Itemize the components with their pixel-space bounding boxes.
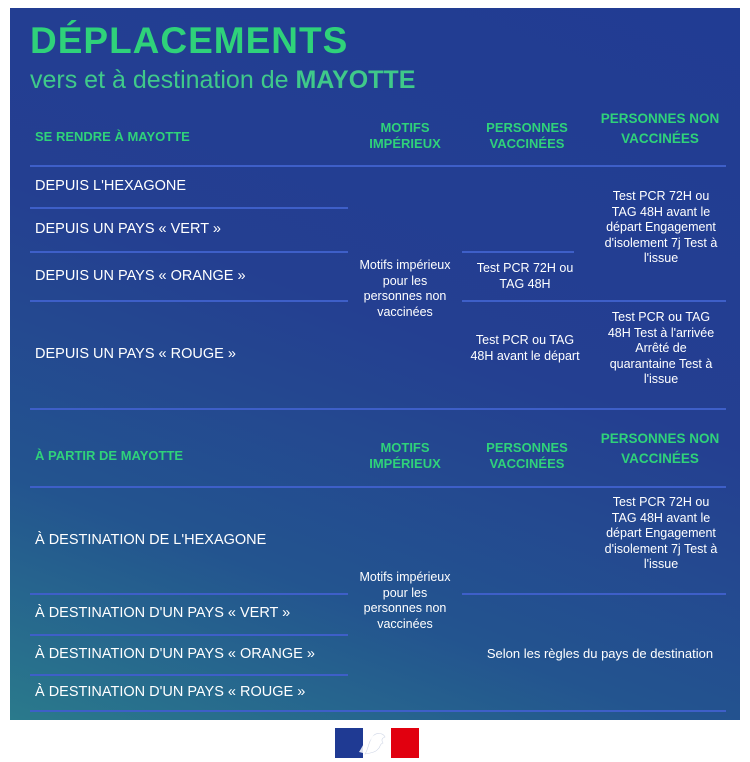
row-divider <box>30 207 348 209</box>
row-divider <box>30 634 348 636</box>
section2-row-hexagone: À DESTINATION DE L'HEXAGONE <box>35 532 267 548</box>
page-subtitle <box>30 66 415 95</box>
vacc-divider <box>462 300 726 302</box>
section-divider <box>30 408 726 410</box>
section2-header-divider <box>30 486 726 488</box>
section1-motifs-text: Motifs impérieux pour les personnes non vaccinées <box>359 258 451 319</box>
section1-nonvacc-rouge: Test PCR ou TAG 48H Test à l'arrivée Arrêté de quarantaine Test à l'issue <box>607 310 715 386</box>
section1-col-motifs: MOTIFS IMPÉRIEUX <box>369 120 441 151</box>
section1-header-divider <box>30 165 726 167</box>
section1-row-rouge: DEPUIS UN PAYS « ROUGE » <box>35 346 236 362</box>
page-title: DÉPLACEMENTS <box>30 20 349 61</box>
row-divider <box>30 674 348 676</box>
section2-col-motifs: MOTIFS IMPÉRIEUX <box>369 440 441 471</box>
section2-col-non-vaccinees: PERSONNES NON VACCINÉES <box>600 431 720 466</box>
section2-nonvacc-hexagone: Test PCR 72H ou TAG 48H avant le départ Engagement d'isolement 7j Test à l'issue <box>604 495 718 571</box>
section1-row-hexagone: DEPUIS L'HEXAGONE <box>35 178 187 194</box>
section1-col-vaccinees: PERSONNES VACCINÉES <box>486 120 568 151</box>
section2-heading: À PARTIR DE MAYOTTE <box>35 448 184 463</box>
section2-row-orange: À DESTINATION D'UN PAYS « ORANGE » <box>35 646 315 662</box>
section1-vacc-green-orange: Test PCR 72H ou TAG 48H <box>476 261 574 291</box>
subtitle-prefix: vers et à destination de <box>30 66 296 94</box>
section1-heading: SE RENDRE À MAYOTTE <box>35 129 190 144</box>
row-divider <box>30 300 348 302</box>
subtitle-highlight: MAYOTTE <box>295 66 416 94</box>
section2-destination-rules: Selon les règles du pays de destination <box>486 646 714 661</box>
section2-row-rouge: À DESTINATION D'UN PAYS « ROUGE » <box>35 684 306 700</box>
section1-row-orange: DEPUIS UN PAYS « ORANGE » <box>35 268 246 284</box>
section1-col-non-vaccinees: PERSONNES NON VACCINÉES <box>600 111 720 146</box>
info-card <box>10 8 740 720</box>
vacc-divider <box>462 251 574 253</box>
section1-row-vert: DEPUIS UN PAYS « VERT » <box>35 221 221 237</box>
section1-nonvacc-top: Test PCR 72H ou TAG 48H avant le départ Engagement d'isolement 7j Test à l'issue <box>604 189 718 265</box>
row-divider <box>30 251 348 253</box>
row-divider <box>30 593 348 595</box>
section2-motifs-text: Motifs impérieux pour les personnes non vaccinées <box>359 570 451 631</box>
section2-row-vert: À DESTINATION D'UN PAYS « VERT » <box>35 605 291 621</box>
row-divider <box>462 593 726 595</box>
section1-vacc-rouge: Test PCR ou TAG 48H avant le départ <box>470 333 580 363</box>
marianne-logo-icon <box>335 728 419 758</box>
section2-col-vaccinees: PERSONNES VACCINÉES <box>486 440 568 471</box>
bottom-divider <box>30 710 726 712</box>
